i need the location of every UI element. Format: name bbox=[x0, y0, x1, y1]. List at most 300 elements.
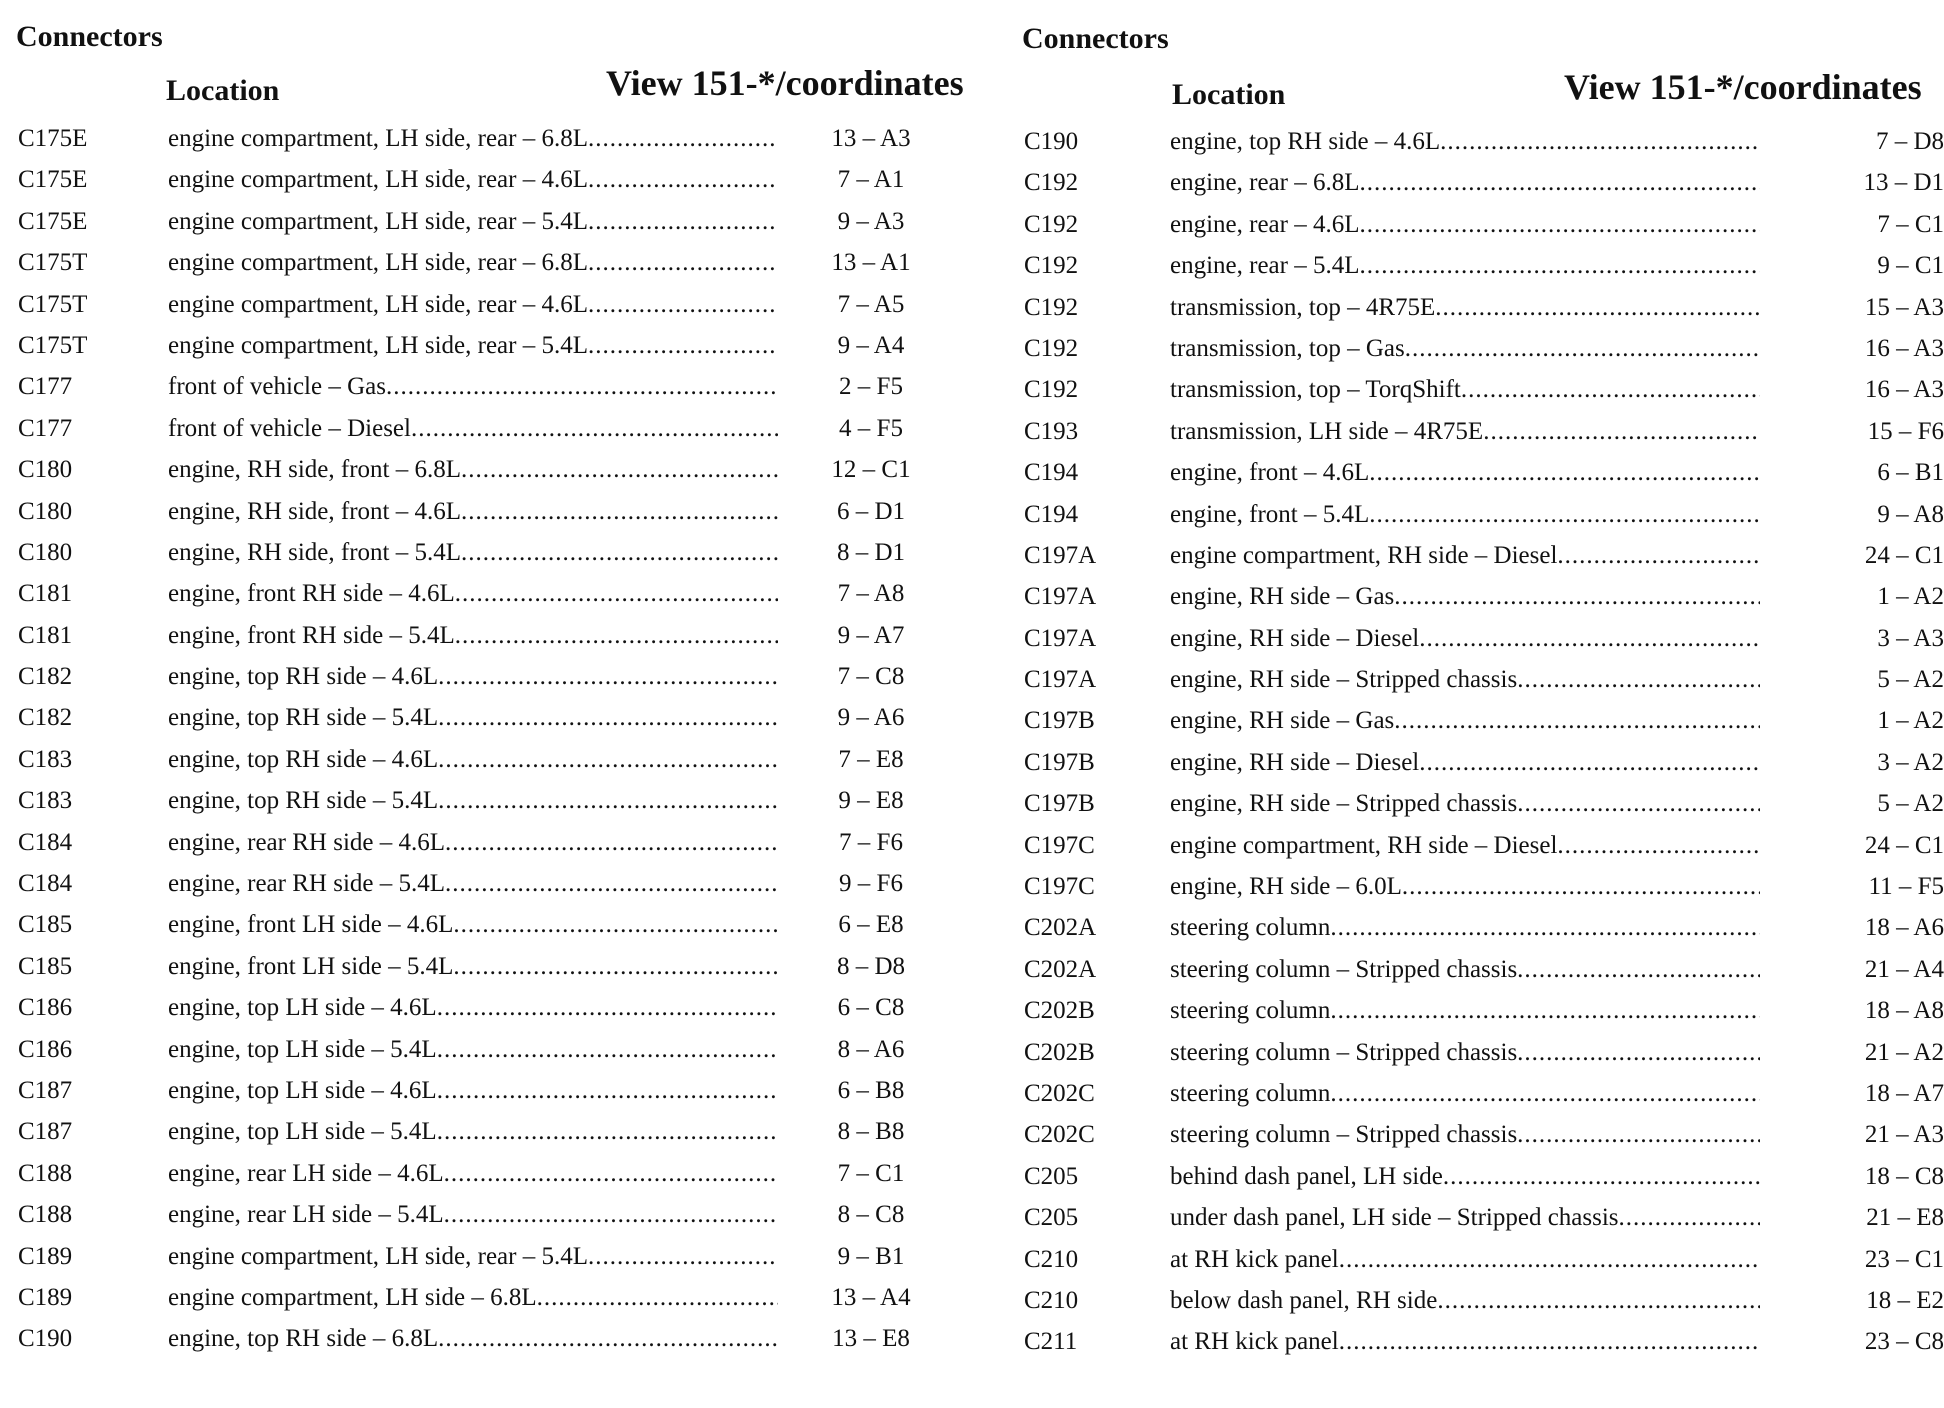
location-cell bbox=[168, 697, 778, 738]
coordinates-cell: 18 – A7 bbox=[1864, 1079, 1944, 1107]
connector-id: C197B bbox=[1024, 790, 1095, 818]
table-row bbox=[1022, 949, 1944, 990]
location-cell bbox=[1170, 700, 1760, 741]
connector-id: C202C bbox=[1024, 1121, 1095, 1149]
location-text: engine, front – 4.6L bbox=[1170, 459, 1370, 487]
connector-id: C211 bbox=[1024, 1328, 1078, 1356]
coordinates-cell: 13 – A4 bbox=[831, 1283, 911, 1311]
table-row bbox=[1022, 1280, 1944, 1321]
coordinates-cell: 9 – A3 bbox=[837, 207, 905, 235]
location-cell bbox=[168, 242, 778, 283]
table-row bbox=[1022, 1114, 1944, 1155]
location-text: at RH kick panel bbox=[1170, 1328, 1339, 1356]
location-text: transmission, top – 4R75E bbox=[1170, 293, 1436, 321]
location-text: steering column bbox=[1170, 997, 1331, 1025]
location-cell bbox=[1170, 452, 1760, 493]
location-cell bbox=[168, 987, 778, 1028]
coordinates-cell: 7 – C1 bbox=[1877, 210, 1944, 238]
location-cell bbox=[168, 1277, 778, 1318]
table-row bbox=[1022, 452, 1944, 493]
coordinates-cell: 7 – E8 bbox=[838, 745, 904, 773]
table-row bbox=[16, 863, 986, 904]
dot-leader bbox=[1517, 783, 1760, 824]
connector-id: C190 bbox=[18, 1325, 73, 1353]
location-text: engine, top RH side – 6.8L bbox=[168, 1325, 439, 1353]
dot-leader bbox=[588, 118, 778, 159]
location-cell bbox=[1170, 1032, 1760, 1073]
connector-id: C181 bbox=[18, 580, 73, 608]
coordinates-cell: 8 – B8 bbox=[837, 1118, 905, 1146]
location-text: steering column – Stripped chassis bbox=[1170, 1121, 1518, 1149]
table-row bbox=[16, 1236, 986, 1277]
connector-id: C192 bbox=[1024, 376, 1079, 404]
coordinates-cell: 18 – E2 bbox=[1866, 1286, 1944, 1314]
dot-leader bbox=[438, 739, 778, 780]
table-row bbox=[1022, 245, 1944, 286]
table-row bbox=[16, 573, 986, 614]
table-row bbox=[16, 987, 986, 1028]
location-cell bbox=[168, 946, 778, 987]
connector-id: C192 bbox=[1024, 334, 1079, 362]
location-cell bbox=[168, 284, 778, 325]
dot-leader bbox=[445, 822, 778, 863]
location-cell bbox=[168, 1153, 778, 1194]
connector-id: C185 bbox=[18, 911, 73, 939]
coordinates-cell: 18 – C8 bbox=[1864, 1162, 1944, 1190]
coordinates-cell: 7 – F6 bbox=[839, 828, 903, 856]
location-text: engine, top LH side – 4.6L bbox=[168, 1076, 437, 1104]
coordinates-cell: 9 – C1 bbox=[1877, 252, 1944, 280]
dot-leader bbox=[1330, 907, 1760, 948]
dot-leader bbox=[438, 780, 778, 821]
location-cell bbox=[168, 201, 778, 242]
table-row bbox=[16, 449, 986, 490]
coordinates-cell: 7 – A5 bbox=[837, 290, 905, 318]
dot-leader bbox=[1443, 1156, 1760, 1197]
connector-id: C197B bbox=[1024, 748, 1095, 776]
table-row bbox=[1022, 328, 1944, 369]
location-cell bbox=[1170, 990, 1760, 1031]
location-text: engine, RH side – Diesel bbox=[1170, 624, 1420, 652]
coordinates-cell: 8 – D8 bbox=[836, 952, 906, 980]
coordinates-cell: 7 – C1 bbox=[837, 1159, 905, 1187]
location-cell bbox=[1170, 576, 1760, 617]
connector-id: C188 bbox=[18, 1201, 73, 1229]
dot-leader bbox=[1517, 1032, 1760, 1073]
coordinates-cell: 8 – A6 bbox=[837, 1035, 905, 1063]
location-cell bbox=[1170, 494, 1760, 535]
coordinates-cell: 1 – A2 bbox=[1877, 707, 1944, 735]
dot-leader bbox=[1557, 535, 1760, 576]
connector-id: C182 bbox=[18, 663, 73, 691]
location-cell bbox=[168, 863, 778, 904]
connector-id: C205 bbox=[1024, 1162, 1079, 1190]
dot-leader bbox=[1402, 866, 1760, 907]
table-row bbox=[16, 159, 986, 200]
table-row bbox=[16, 118, 986, 159]
location-cell bbox=[1170, 245, 1760, 286]
connector-id: C192 bbox=[1024, 293, 1079, 321]
connector-id: C180 bbox=[18, 497, 73, 525]
location-text: engine, RH side, front – 5.4L bbox=[168, 538, 462, 566]
coordinates-cell: 9 – E8 bbox=[838, 787, 904, 815]
location-text: engine, top LH side – 5.4L bbox=[168, 1118, 437, 1146]
dot-leader bbox=[461, 491, 778, 532]
coordinates-cell: 5 – A2 bbox=[1877, 790, 1944, 818]
table-row bbox=[1022, 1156, 1944, 1197]
location-text: behind dash panel, LH side bbox=[1170, 1162, 1443, 1190]
coordinates-cell: 7 – D8 bbox=[1875, 128, 1944, 155]
location-cell bbox=[168, 1111, 778, 1152]
location-cell bbox=[1170, 535, 1760, 576]
coordinates-cell: 6 – E8 bbox=[838, 911, 904, 939]
coordinates-cell: 13 – A1 bbox=[831, 249, 911, 277]
connector-id: C184 bbox=[18, 828, 73, 856]
location-text: engine, RH side – Stripped chassis bbox=[1170, 790, 1518, 818]
table-row bbox=[1022, 162, 1944, 203]
table-row bbox=[1022, 866, 1944, 907]
table-row bbox=[1022, 576, 1944, 617]
location-text: steering column bbox=[1170, 914, 1331, 942]
table-row bbox=[16, 739, 986, 780]
dot-leader bbox=[1440, 121, 1760, 162]
connector-id: C202B bbox=[1024, 997, 1095, 1025]
connector-id: C197B bbox=[1024, 707, 1095, 735]
connector-id: C186 bbox=[18, 1035, 73, 1063]
table-row bbox=[16, 780, 986, 821]
dot-leader bbox=[438, 656, 778, 697]
coordinates-cell: 23 – C1 bbox=[1864, 1245, 1944, 1273]
dot-leader bbox=[453, 946, 778, 987]
dot-leader bbox=[411, 408, 778, 449]
coordinates-cell: 7 – A8 bbox=[837, 580, 905, 608]
table-row bbox=[16, 904, 986, 945]
table-row bbox=[1022, 204, 1944, 245]
location-text: engine compartment, LH side, rear – 6.8L bbox=[168, 125, 588, 152]
coordinates-cell: 15 – A3 bbox=[1864, 293, 1944, 321]
location-cell bbox=[168, 408, 778, 449]
location-text: engine compartment, LH side, rear – 6.8L bbox=[168, 249, 588, 277]
table-row bbox=[16, 366, 986, 407]
connector-id: C175T bbox=[18, 331, 88, 359]
dot-leader bbox=[588, 201, 778, 242]
location-text: engine, RH side – Stripped chassis bbox=[1170, 666, 1518, 694]
connector-id: C187 bbox=[18, 1076, 73, 1104]
connector-id: C197A bbox=[1024, 541, 1097, 569]
location-text: engine, rear RH side – 5.4L bbox=[168, 870, 446, 898]
coordinates-cell: 21 – A4 bbox=[1864, 955, 1944, 983]
dot-leader bbox=[1360, 245, 1760, 286]
coordinates-cell: 15 – F6 bbox=[1867, 417, 1944, 445]
location-text: engine, RH side – Gas bbox=[1170, 707, 1395, 735]
dot-leader bbox=[386, 366, 778, 407]
location-cell bbox=[168, 904, 778, 945]
dot-leader bbox=[1339, 1239, 1760, 1280]
dot-leader bbox=[1517, 659, 1760, 700]
connector-id: C194 bbox=[1024, 459, 1079, 487]
connector-id: C183 bbox=[18, 745, 73, 773]
coordinates-cell: 9 – A6 bbox=[837, 704, 905, 732]
connector-id: C175T bbox=[18, 290, 88, 318]
dot-leader bbox=[437, 1070, 778, 1111]
table-row bbox=[16, 1029, 986, 1070]
location-text: front of vehicle – Gas bbox=[168, 373, 386, 401]
table-row bbox=[1022, 742, 1944, 783]
location-cell bbox=[1170, 1321, 1760, 1362]
location-cell bbox=[168, 1318, 778, 1359]
table-row bbox=[1022, 1321, 1944, 1362]
connector-id: C192 bbox=[1024, 210, 1079, 238]
location-text: at RH kick panel bbox=[1170, 1245, 1339, 1273]
location-cell bbox=[168, 118, 778, 159]
location-cell bbox=[1170, 1073, 1760, 1114]
table-row bbox=[16, 532, 986, 573]
dot-leader bbox=[1437, 1280, 1760, 1321]
location-cell bbox=[1170, 1197, 1760, 1238]
coordinates-cell: 18 – A8 bbox=[1864, 997, 1944, 1025]
location-text: engine, rear – 6.8L bbox=[1170, 169, 1360, 197]
dot-leader bbox=[437, 987, 778, 1028]
location-text: engine, front LH side – 5.4L bbox=[168, 952, 454, 980]
coordinates-cell: 13 – A3 bbox=[831, 125, 911, 152]
dot-leader bbox=[455, 615, 778, 656]
connector-id: C192 bbox=[1024, 169, 1079, 197]
connector-id: C175E bbox=[18, 125, 88, 152]
location-text: steering column – Stripped chassis bbox=[1170, 955, 1518, 983]
section-title: Connectors bbox=[1022, 22, 1169, 55]
connector-id: C189 bbox=[18, 1242, 73, 1270]
location-cell bbox=[1170, 328, 1760, 369]
right-column bbox=[1022, 0, 1944, 1408]
dot-leader bbox=[437, 1111, 778, 1152]
connector-id: C193 bbox=[1024, 417, 1079, 445]
location-text: transmission, top – Gas bbox=[1170, 334, 1405, 362]
section-title: Connectors bbox=[16, 20, 163, 53]
location-text: engine, top RH side – 4.6L bbox=[1170, 128, 1441, 155]
dot-leader bbox=[1435, 287, 1760, 328]
location-cell bbox=[1170, 949, 1760, 990]
view-coordinates-header: View 151-*/coordinates bbox=[606, 63, 964, 103]
table-row bbox=[1022, 1073, 1944, 1114]
location-text: steering column – Stripped chassis bbox=[1170, 1038, 1518, 1066]
coordinates-cell: 6 – B1 bbox=[1877, 459, 1944, 487]
location-text: engine, RH side – 6.0L bbox=[1170, 873, 1402, 901]
coordinates-cell: 18 – A6 bbox=[1864, 914, 1944, 942]
coordinates-cell: 9 – B1 bbox=[837, 1242, 905, 1270]
location-cell bbox=[1170, 742, 1760, 783]
location-cell bbox=[1170, 162, 1760, 203]
connector-list bbox=[16, 118, 986, 1360]
location-cell bbox=[168, 1236, 778, 1277]
table-row bbox=[16, 1111, 986, 1152]
location-cell bbox=[1170, 1156, 1760, 1197]
dot-leader bbox=[1517, 1114, 1760, 1155]
coordinates-cell: 9 – A8 bbox=[1877, 500, 1944, 528]
connector-id: C185 bbox=[18, 952, 73, 980]
coordinates-cell: 24 – C1 bbox=[1864, 831, 1944, 859]
connector-id: C197A bbox=[1024, 583, 1097, 611]
table-row bbox=[16, 1153, 986, 1194]
coordinates-cell: 9 – F6 bbox=[839, 870, 903, 898]
connector-id: C183 bbox=[18, 787, 73, 815]
dot-leader bbox=[445, 863, 778, 904]
table-row bbox=[16, 284, 986, 325]
dot-leader bbox=[1369, 452, 1760, 493]
connector-id: C175T bbox=[18, 249, 88, 277]
table-row bbox=[16, 1277, 986, 1318]
dot-leader bbox=[1461, 369, 1760, 410]
table-row bbox=[1022, 1032, 1944, 1073]
dot-leader bbox=[1517, 949, 1760, 990]
connector-id: C189 bbox=[18, 1283, 73, 1311]
location-text: engine, front RH side – 5.4L bbox=[168, 621, 455, 649]
dot-leader bbox=[1330, 990, 1760, 1031]
connector-id: C202B bbox=[1024, 1038, 1095, 1066]
coordinates-cell: 8 – D1 bbox=[836, 538, 906, 566]
location-cell bbox=[1170, 411, 1760, 452]
coordinates-cell: 13 – E8 bbox=[832, 1325, 910, 1353]
dot-leader bbox=[1419, 742, 1760, 783]
dot-leader bbox=[438, 1318, 778, 1359]
location-cell bbox=[1170, 1114, 1760, 1155]
location-text: engine compartment, RH side – Diesel bbox=[1170, 831, 1558, 859]
connector-id: C197C bbox=[1024, 831, 1095, 859]
connector-id: C177 bbox=[18, 373, 73, 401]
location-cell bbox=[168, 1194, 778, 1235]
dot-leader bbox=[1330, 1073, 1760, 1114]
location-cell bbox=[1170, 1239, 1760, 1280]
location-text: transmission, LH side – 4R75E bbox=[1170, 417, 1484, 445]
connector-id: C180 bbox=[18, 456, 73, 484]
coordinates-cell: 6 – B8 bbox=[837, 1076, 905, 1104]
table-row bbox=[1022, 121, 1944, 162]
connector-id: C181 bbox=[18, 621, 73, 649]
location-cell bbox=[168, 739, 778, 780]
connector-id: C184 bbox=[18, 870, 73, 898]
location-text: engine, front – 5.4L bbox=[1170, 500, 1370, 528]
coordinates-cell: 2 – F5 bbox=[839, 373, 903, 401]
connector-id: C192 bbox=[1024, 252, 1079, 280]
coordinates-cell: 9 – A7 bbox=[837, 621, 905, 649]
table-row bbox=[16, 1318, 986, 1359]
table-row bbox=[1022, 369, 1944, 410]
location-cell bbox=[1170, 907, 1760, 948]
location-cell bbox=[168, 656, 778, 697]
table-row bbox=[1022, 618, 1944, 659]
connector-id: C197A bbox=[1024, 624, 1097, 652]
table-row bbox=[1022, 287, 1944, 328]
table-row bbox=[16, 822, 986, 863]
location-text: steering column bbox=[1170, 1079, 1331, 1107]
coordinates-cell: 6 – D1 bbox=[836, 497, 906, 525]
location-text: engine, RH side – Diesel bbox=[1170, 748, 1420, 776]
location-cell bbox=[168, 822, 778, 863]
coordinates-cell: 16 – A3 bbox=[1864, 334, 1944, 362]
location-text: engine compartment, RH side – Diesel bbox=[1170, 541, 1558, 569]
location-cell bbox=[168, 491, 778, 532]
location-text: engine, front LH side – 4.6L bbox=[168, 911, 454, 939]
coordinates-cell: 7 – C8 bbox=[837, 663, 905, 691]
dot-leader bbox=[1360, 204, 1760, 245]
coordinates-cell: 1 – A2 bbox=[1877, 583, 1944, 611]
dot-leader bbox=[1394, 576, 1760, 617]
coordinates-cell: 8 – C8 bbox=[837, 1201, 905, 1229]
dot-leader bbox=[588, 1236, 778, 1277]
coordinates-cell: 11 – F5 bbox=[1868, 873, 1944, 901]
location-cell bbox=[168, 532, 778, 573]
coordinates-cell: 3 – A3 bbox=[1877, 624, 1944, 652]
coordinates-cell: 21 – A2 bbox=[1864, 1038, 1944, 1066]
location-cell bbox=[1170, 204, 1760, 245]
table-row bbox=[1022, 1239, 1944, 1280]
dot-leader bbox=[588, 159, 778, 200]
location-text: engine, top RH side – 4.6L bbox=[168, 663, 439, 691]
location-text: engine, RH side – Gas bbox=[1170, 583, 1395, 611]
location-text: engine, top RH side – 5.4L bbox=[168, 787, 439, 815]
dot-leader bbox=[1483, 411, 1760, 452]
table-row bbox=[1022, 700, 1944, 741]
dot-leader bbox=[588, 284, 778, 325]
dot-leader bbox=[588, 325, 778, 366]
location-text: engine compartment, LH side – 6.8L bbox=[168, 1283, 537, 1311]
location-cell bbox=[1170, 825, 1760, 866]
table-row bbox=[1022, 907, 1944, 948]
location-header: Location bbox=[166, 74, 280, 107]
coordinates-cell: 12 – C1 bbox=[831, 456, 911, 484]
dot-leader bbox=[1419, 618, 1760, 659]
location-text: engine compartment, LH side, rear – 5.4L bbox=[168, 331, 588, 359]
location-text: below dash panel, RH side bbox=[1170, 1286, 1438, 1314]
location-cell bbox=[1170, 659, 1760, 700]
location-text: engine compartment, LH side, rear – 4.6L bbox=[168, 166, 588, 194]
table-row bbox=[1022, 535, 1944, 576]
dot-leader bbox=[461, 449, 778, 490]
location-text: engine, rear – 5.4L bbox=[1170, 252, 1360, 280]
table-row bbox=[16, 1070, 986, 1111]
table-row bbox=[1022, 990, 1944, 1031]
table-row bbox=[16, 201, 986, 242]
dot-leader bbox=[444, 1153, 778, 1194]
connector-id: C202A bbox=[1024, 914, 1097, 942]
location-cell bbox=[1170, 618, 1760, 659]
table-row bbox=[16, 491, 986, 532]
connector-id: C202C bbox=[1024, 1079, 1095, 1107]
dot-leader bbox=[1339, 1321, 1760, 1362]
table-row bbox=[1022, 494, 1944, 535]
location-header: Location bbox=[1172, 78, 1286, 111]
coordinates-cell: 5 – A2 bbox=[1877, 666, 1944, 694]
left-column bbox=[16, 0, 986, 1408]
coordinates-cell: 21 – E8 bbox=[1866, 1204, 1944, 1232]
location-cell bbox=[1170, 866, 1760, 907]
location-text: under dash panel, LH side – Stripped chassis bbox=[1170, 1204, 1619, 1232]
connector-id: C180 bbox=[18, 538, 73, 566]
table-row bbox=[16, 242, 986, 283]
coordinates-cell: 16 – A3 bbox=[1864, 376, 1944, 404]
connector-id: C210 bbox=[1024, 1286, 1079, 1314]
location-text: transmission, top – TorqShift bbox=[1170, 376, 1461, 404]
location-text: engine compartment, LH side, rear – 5.4L bbox=[168, 207, 588, 235]
dot-leader bbox=[537, 1277, 778, 1318]
dot-leader bbox=[438, 697, 778, 738]
table-row bbox=[16, 1194, 986, 1235]
location-cell bbox=[168, 325, 778, 366]
dot-leader bbox=[1394, 700, 1760, 741]
table-row bbox=[16, 408, 986, 449]
location-cell bbox=[1170, 1280, 1760, 1321]
location-cell bbox=[1170, 121, 1760, 162]
location-text: engine, rear LH side – 4.6L bbox=[168, 1159, 444, 1187]
